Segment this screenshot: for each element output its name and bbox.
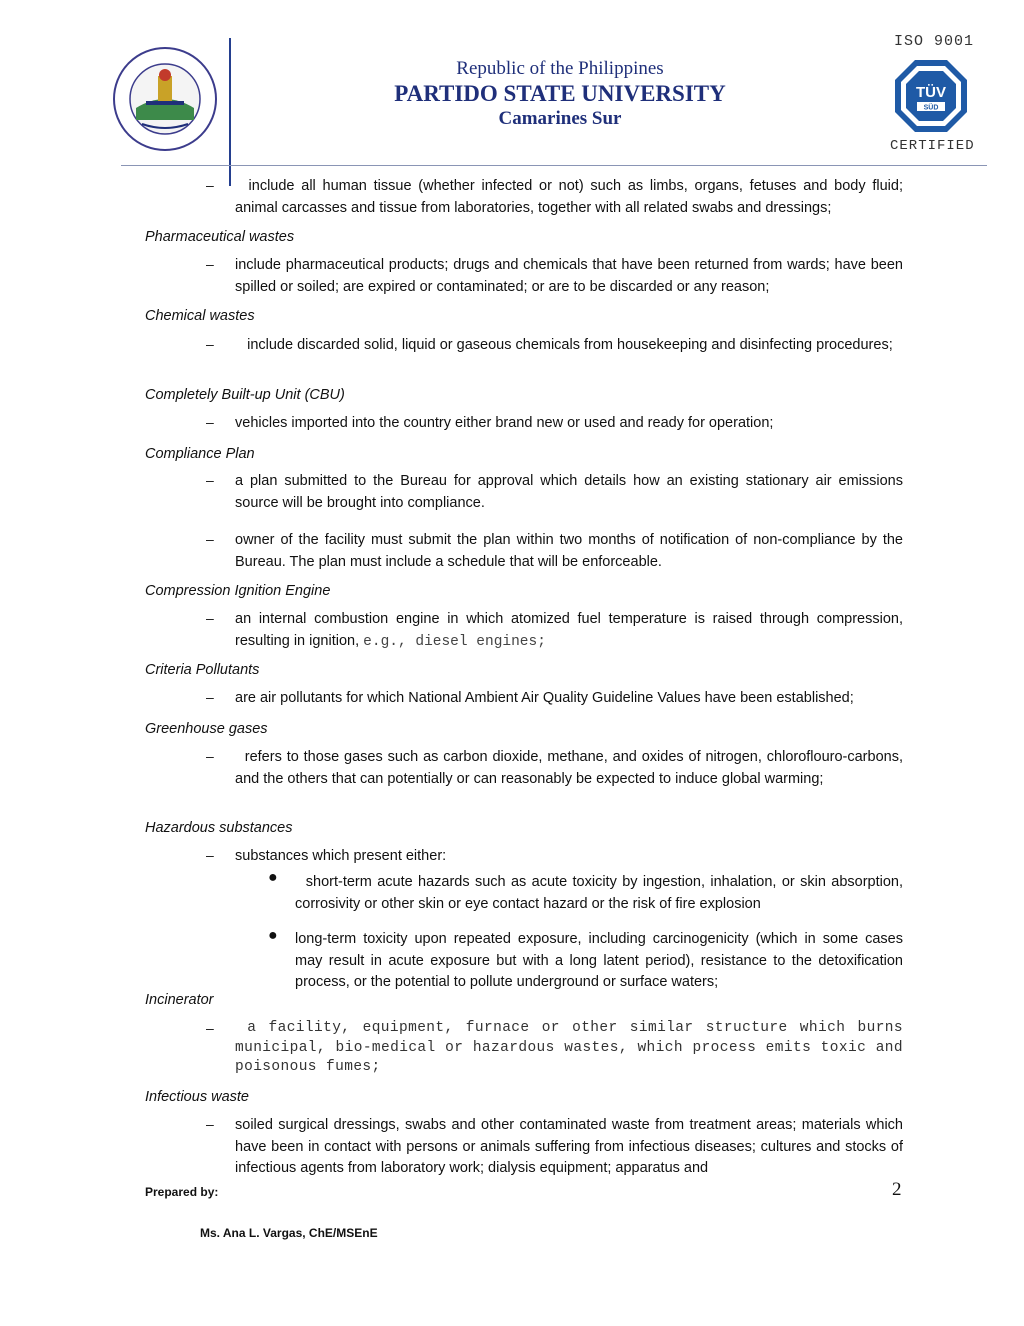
term-compliance-plan: Compliance Plan — [145, 446, 255, 462]
bullet-marker: ● — [268, 869, 278, 886]
term-hazardous-substances: Hazardous substances — [145, 820, 293, 836]
dash-marker: – — [206, 336, 214, 352]
university-seal-logo — [112, 46, 218, 152]
definition-infectious-waste: soiled surgical dressings, swabs and other contaminated waste from treatment areas; materials which have been in contact with persons or animals suffering from infectious diseases; cultures and stocks of infectious agents from laboratory work; dialysis equipment; apparatus and — [235, 1117, 903, 1176]
dash-marker: – — [206, 414, 214, 430]
header-vertical-rule — [229, 38, 231, 186]
tuv-certification-logo — [893, 58, 969, 134]
definition-human-tissue: include all human tissue (whether infected or not) such as limbs, organs, fetuses and body fluid; animal carcasses and tissue from laboratories, together with all related swabs and dressings; — [235, 178, 903, 216]
preparer-name: Ms. Ana L. Vargas, ChE/MSEnE — [200, 1226, 378, 1240]
term-incinerator: Incinerator — [145, 992, 214, 1008]
term-infectious-waste: Infectious waste — [145, 1089, 249, 1105]
header-horizontal-rule — [121, 165, 987, 166]
dash-marker: – — [206, 256, 214, 272]
definition-hazardous-substances: substances which present either: — [235, 848, 447, 864]
definition-chemical-wastes: include discarded solid, liquid or gaseous chemicals from housekeeping and disinfecting procedures; — [247, 337, 893, 353]
header-republic: Republic of the Philippines — [456, 58, 664, 79]
dash-marker: – — [206, 1020, 214, 1036]
term-cbu: Completely Built-up Unit (CBU) — [145, 387, 345, 403]
bullet-short-term-hazards: short-term acute hazards such as acute toxicity by ingestion, inhalation, or skin absorption, corrosivity or other skin or eye contact hazard or the risk of fire explosion — [295, 874, 903, 912]
page-number: 2 — [892, 1179, 902, 1200]
term-greenhouse-gases: Greenhouse gases — [145, 721, 268, 737]
definition-incinerator: a facility, equipment, furnace or other similar structure which burns municipal, bio-medical or hazardous wastes, which process emits toxic and poisonous fumes; — [235, 1020, 904, 1075]
prepared-by-label: Prepared by: — [145, 1185, 219, 1199]
certified-label: CERTIFIED — [890, 138, 975, 154]
definition-compliance-plan-b: owner of the facility must submit the plan within two months of notification of non-compliance by the Bureau. The plan must include a schedule that will be enforceable. — [235, 532, 903, 570]
term-pharmaceutical-wastes: Pharmaceutical wastes — [145, 229, 295, 245]
iso-label: ISO 9001 — [894, 33, 975, 50]
bullet-long-term-toxicity: long-term toxicity upon repeated exposure, including carcinogenicity (which in some cases may result in acute exposure but with a long latent period), resistance to the detoxification process, or the potential to pollute underground or surface waters; — [295, 931, 903, 990]
dash-marker: – — [206, 847, 214, 863]
term-chemical-wastes: Chemical wastes — [145, 308, 255, 324]
dash-marker: – — [206, 472, 214, 488]
definition-criteria-pollutants: are air pollutants for which National Ambient Air Quality Guideline Values have been established; — [235, 690, 854, 706]
header-province: Camarines Sur — [498, 108, 622, 129]
definition-compliance-plan-a: a plan submitted to the Bureau for approval which details how an existing stationary air emissions source will be brought into compliance. — [235, 473, 903, 511]
header-university-name: PARTIDO STATE UNIVERSITY — [394, 81, 726, 106]
dash-marker: – — [206, 748, 214, 764]
term-compression-ignition-engine: Compression Ignition Engine — [145, 583, 331, 599]
definition-compression-ignition-engine: an internal combustion engine in which atomized fuel temperature is raised through compression, resulting in ignition, e.g., diesel engines; — [235, 611, 903, 650]
dash-marker: – — [206, 610, 214, 626]
tuv-top-text: TÜV — [916, 84, 946, 101]
definition-cbu: vehicles imported into the country either brand new or used and ready for operation; — [235, 415, 774, 431]
dash-marker: – — [206, 689, 214, 705]
term-criteria-pollutants: Criteria Pollutants — [145, 662, 260, 678]
example-diesel-engines: e.g., diesel engines; — [363, 633, 546, 650]
tuv-bottom-text: SÜD — [923, 104, 939, 112]
definition-pharmaceutical-wastes: include pharmaceutical products; drugs and chemicals that have been returned from wards; have been spilled or soiled; are expired or contaminated; or are to be discarded or any reason; — [235, 257, 903, 295]
dash-marker: – — [206, 531, 214, 547]
dash-marker: – — [206, 1116, 214, 1132]
dash-marker: – — [206, 177, 214, 193]
definition-greenhouse-gases: refers to those gases such as carbon dioxide, methane, and oxides of nitrogen, chloroflouro-carbons, and the others that can potentially or can reasonably be expected to induce global warming; — [235, 749, 903, 787]
bullet-marker: ● — [268, 927, 278, 944]
